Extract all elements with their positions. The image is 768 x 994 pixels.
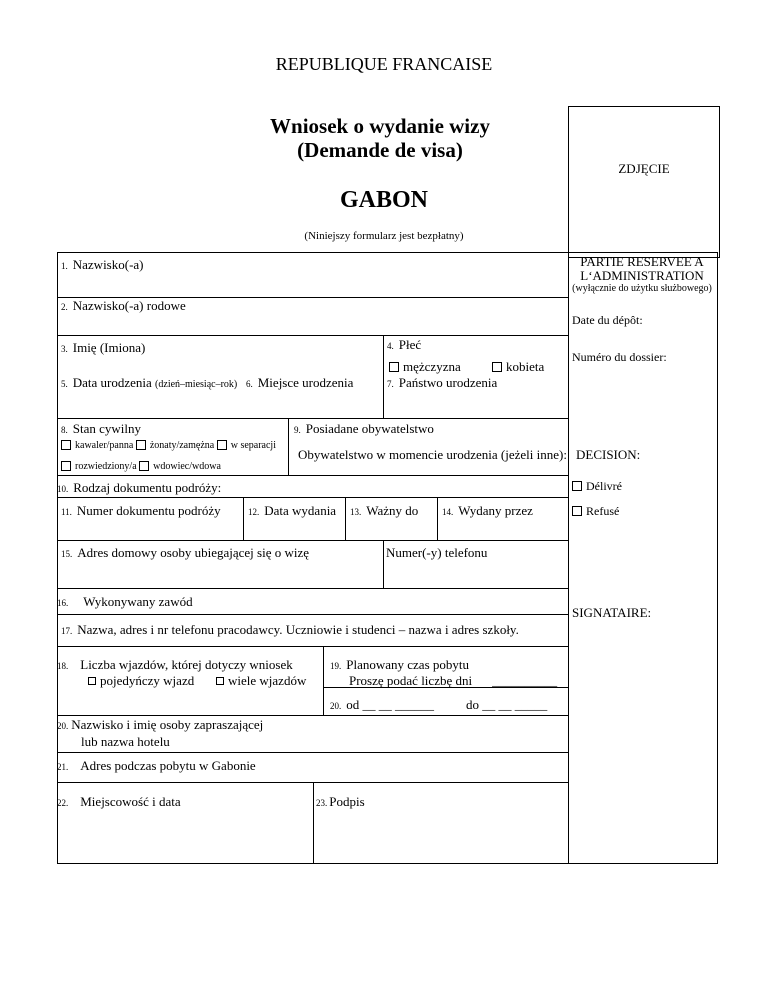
field-number: 8. — [61, 425, 68, 435]
field-employer[interactable] — [61, 622, 519, 638]
col-divider — [437, 497, 438, 540]
field-number: 17. — [61, 626, 73, 636]
rozwiedziony-label: rozwiedziony/a — [75, 461, 137, 472]
field-label: Ważny do — [366, 503, 419, 518]
field-label: Państwo urodzenia — [398, 375, 498, 390]
field-number: 7. — [387, 379, 394, 389]
row-divider — [57, 335, 568, 336]
field-surname[interactable] — [61, 257, 144, 273]
stay-from: od __ __ ______ — [346, 697, 434, 712]
field-birth-place[interactable] — [246, 375, 353, 391]
decision-label: DECISION: — [576, 447, 641, 462]
field-number: 10. — [57, 484, 69, 494]
field-label-cont: lub nazwa hotelu — [81, 734, 170, 749]
row-divider — [57, 614, 568, 615]
single-entry-label: pojedyńczy wjazd — [100, 673, 195, 688]
republic-heading: REPUBLIQUE FRANCAISE — [275, 54, 493, 74]
field-label: Data urodzenia — [72, 375, 152, 390]
field-document-type[interactable] — [57, 480, 221, 496]
female-label: kobieta — [506, 359, 545, 374]
field-number: 12. — [248, 507, 260, 517]
field-label: Rodzaj dokumentu podróży: — [73, 480, 222, 495]
field-label: Posiadane obywatelstwo — [305, 421, 434, 436]
photo-box[interactable] — [568, 106, 720, 258]
photo-label: ZDJĘCIE — [618, 161, 670, 176]
wdowiec-checkbox[interactable] — [139, 461, 149, 471]
row-divider — [57, 540, 568, 541]
field-label: Liczba wjazdów, której dotyczy wniosek — [80, 657, 293, 672]
field-inviting-person[interactable] — [57, 717, 263, 749]
kawaler-label: kawaler/panna — [75, 440, 134, 451]
single-entry-checkbox[interactable] — [88, 677, 96, 685]
field-birth-country[interactable] — [387, 375, 497, 391]
field-label: Nazwisko i imię osoby zapraszającej — [71, 717, 264, 732]
separacja-checkbox[interactable] — [217, 440, 227, 450]
field-number: 13. — [350, 507, 362, 517]
date-depot-label: Date du dépôt: — [572, 313, 643, 327]
sex-male-option[interactable] — [389, 359, 461, 375]
admin-title-line1: PARTIE RESERVEE A — [580, 254, 704, 269]
row-divider — [57, 715, 568, 716]
field-stay-duration[interactable] — [330, 657, 469, 673]
country-heading: GABON — [339, 187, 428, 213]
field-number: 23. — [316, 798, 328, 808]
field-number: 20. — [330, 701, 342, 711]
marital-separacja-option[interactable] — [217, 440, 276, 451]
field-number: 2. — [61, 302, 68, 312]
field-label: Adres podczas pobytu w Gabonie — [80, 758, 256, 773]
field-birth-date[interactable] — [61, 375, 237, 391]
field-label: Adres domowy osoby ubiegającej się o wizę — [77, 545, 310, 560]
stay-to[interactable]: do __ __ _____ — [466, 697, 548, 712]
form-title — [230, 114, 530, 162]
zonaty-label: żonaty/zamężna — [149, 440, 215, 451]
field-number: 6. — [246, 379, 253, 389]
admin-title-line2: L‘ADMINISTRATION — [580, 268, 704, 283]
zonaty-checkbox[interactable] — [136, 440, 146, 450]
sex-female-option[interactable] — [492, 359, 544, 375]
refuse-checkbox[interactable] — [572, 506, 582, 516]
field-label: Numer dokumentu podróży — [76, 503, 221, 518]
row-divider — [57, 475, 568, 476]
field-label: Nazwa, adres i nr telefonu pracodawcy. Uczniowie i studenci – nazwa i adres szkoły. — [77, 622, 519, 637]
female-checkbox[interactable] — [492, 362, 502, 372]
male-checkbox[interactable] — [389, 362, 399, 372]
field-label: Nazwisko(-a) — [72, 257, 144, 272]
delivre-label: Délivré — [586, 479, 622, 493]
stay-days-blank: __________ — [492, 673, 558, 688]
refuse-label: Refusé — [586, 504, 620, 518]
field-stay-address[interactable] — [57, 758, 256, 774]
field-number: 20. — [57, 721, 69, 731]
row-divider — [57, 418, 568, 419]
form-title-line2: (Demande de visa) — [297, 138, 463, 162]
field-number: 15. — [61, 549, 73, 559]
field-label: Podpis — [329, 794, 365, 809]
refuse-option[interactable] — [572, 504, 619, 519]
delivre-checkbox[interactable] — [572, 481, 582, 491]
field-label: Miejscowość i data — [80, 794, 181, 809]
wdowiec-label: wdowiec/wdowa — [153, 461, 221, 472]
marital-zonaty-option[interactable] — [136, 440, 214, 451]
field-number: 22. — [57, 798, 69, 808]
field-issued-by[interactable] — [442, 503, 533, 519]
field-number: 18. — [57, 661, 69, 671]
multiple-entry-checkbox[interactable] — [216, 677, 224, 685]
field-number: 1. — [61, 261, 68, 271]
stay-days-label: Proszę podać liczbę dni — [349, 673, 473, 688]
field-occupation[interactable] — [57, 594, 193, 610]
field-stay-dates[interactable] — [330, 697, 434, 713]
marital-rozwiedziony-option[interactable] — [61, 461, 137, 472]
male-label: mężczyzna — [403, 359, 461, 374]
field-phone[interactable]: Numer(-y) telefonu — [386, 545, 488, 560]
marital-options-row1 — [61, 440, 276, 451]
field-number: 4. — [387, 341, 394, 351]
field-label: Wydany przez — [458, 503, 533, 518]
form-title-line1: Wniosek o wydanie wizy — [270, 114, 490, 138]
field-label: Miejsce urodzenia — [257, 375, 354, 390]
field-home-address[interactable] — [61, 545, 309, 561]
field-document-number[interactable] — [61, 503, 221, 519]
admin-subtitle: (wyłącznie do użytku służbowego) — [572, 283, 712, 294]
field-number: 11. — [61, 507, 72, 517]
field-birth-surname[interactable] — [61, 298, 186, 314]
col-divider — [243, 497, 244, 540]
field-hint: (dzień–miesiąc–rok) — [155, 379, 238, 390]
field-first-names[interactable] — [61, 340, 145, 356]
field-label: Planowany czas pobytu — [346, 657, 470, 672]
field-issue-date[interactable] — [248, 503, 336, 519]
field-sex — [387, 337, 421, 353]
marital-options-row2 — [61, 461, 221, 472]
field-label: Imię (Imiona) — [72, 340, 146, 355]
field-number: 21. — [57, 762, 69, 772]
entries-multiple-option[interactable] — [216, 673, 306, 689]
field-label: Płeć — [398, 337, 422, 352]
field-entries — [57, 657, 293, 673]
signataire-label: SIGNATAIRE: — [572, 605, 652, 620]
col-divider — [288, 418, 289, 475]
row-divider — [57, 497, 568, 498]
col-divider — [383, 540, 384, 588]
field-place-date[interactable] — [57, 794, 181, 810]
marital-kawaler-option[interactable] — [61, 440, 133, 451]
separacja-label: w separacji — [230, 440, 276, 451]
field-number: 9. — [294, 425, 301, 435]
free-note: (Niniejszy formularz jest bezpłatny) — [304, 230, 464, 242]
field-label: Stan cywilny — [72, 421, 141, 436]
row-divider — [57, 588, 568, 589]
col-divider — [323, 646, 324, 715]
col-divider — [313, 782, 314, 863]
field-label: Data wydania — [264, 503, 337, 518]
field-marital-status — [61, 421, 141, 437]
field-label: Nazwisko(-a) rodowe — [72, 298, 186, 313]
multiple-entry-label: wiele wjazdów — [228, 673, 307, 688]
col-divider — [383, 335, 384, 418]
field-number: 5. — [61, 379, 68, 389]
field-number: 14. — [442, 507, 454, 517]
field-birth-nationality[interactable]: Obywatelstwo w momencie urodzenia (jeżeli inne): — [298, 447, 567, 462]
field-number: 16. — [57, 598, 69, 608]
admin-title — [568, 255, 716, 283]
field-number: 19. — [330, 661, 342, 671]
admin-column-divider — [568, 252, 569, 863]
row-divider — [57, 752, 568, 753]
stay-days-line[interactable] — [349, 673, 557, 689]
field-nationality[interactable] — [294, 421, 434, 437]
kawaler-checkbox[interactable] — [61, 440, 71, 450]
entries-single-option[interactable] — [88, 673, 194, 689]
field-number: 3. — [61, 344, 68, 354]
field-label: Wykonywany zawód — [83, 594, 193, 609]
field-valid-until[interactable] — [350, 503, 418, 519]
field-signature[interactable] — [316, 794, 365, 810]
col-divider — [345, 497, 346, 540]
rozwiedziony-checkbox[interactable] — [61, 461, 71, 471]
marital-wdowiec-option[interactable] — [139, 461, 221, 472]
numero-dossier-label: Numéro du dossier: — [572, 350, 667, 364]
row-divider — [57, 646, 568, 647]
delivre-option[interactable] — [572, 479, 622, 494]
